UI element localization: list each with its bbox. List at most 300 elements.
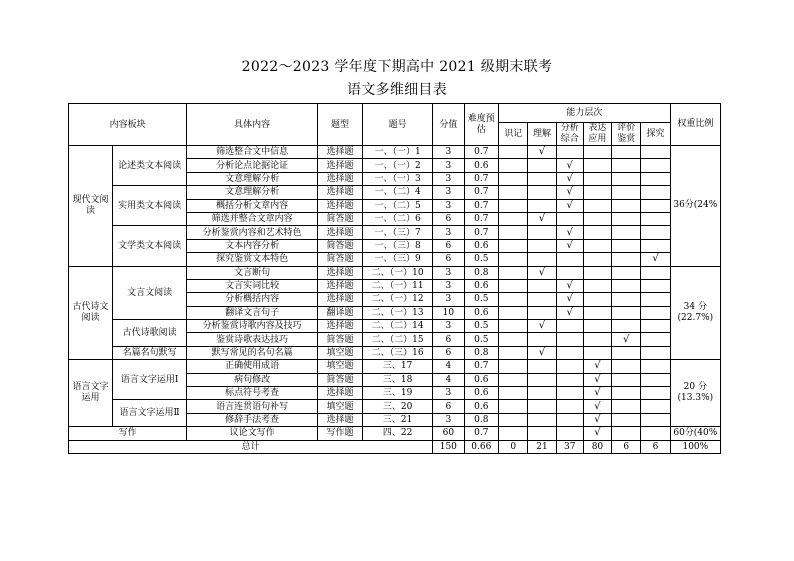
cell-level bbox=[641, 146, 670, 159]
cell-level bbox=[583, 199, 611, 212]
section-modern: 现代文阅读 bbox=[69, 146, 113, 267]
cell-level bbox=[583, 172, 611, 185]
total-difficulty: 0.66 bbox=[464, 440, 499, 453]
cell-level bbox=[641, 320, 670, 333]
cell-level bbox=[583, 159, 611, 172]
weight-writing: 60分(40% bbox=[670, 427, 720, 440]
cell-diff: 0.7 bbox=[464, 146, 499, 159]
cell-num: 二、（三）16 bbox=[363, 346, 433, 359]
cell-content: 分析论点论据论证 bbox=[187, 159, 318, 172]
header-level: 探究 bbox=[641, 123, 670, 146]
cell-level bbox=[499, 226, 528, 239]
check-mark: √ bbox=[538, 213, 546, 225]
header-content: 具体内容 bbox=[187, 104, 318, 146]
cell-level bbox=[612, 212, 641, 225]
cell-type: 写作题 bbox=[318, 427, 363, 440]
cell-level bbox=[641, 226, 670, 239]
cell-level bbox=[556, 427, 583, 440]
cell-type: 简答题 bbox=[318, 253, 363, 266]
cell-type: 选择题 bbox=[318, 226, 363, 239]
table-row bbox=[69, 320, 721, 333]
cell-type: 选择题 bbox=[318, 159, 363, 172]
cell-score: 3 bbox=[433, 413, 464, 426]
cell-diff: 0.7 bbox=[464, 186, 499, 199]
cell-level bbox=[528, 346, 556, 359]
cell-level bbox=[499, 293, 528, 306]
cell-level bbox=[556, 146, 583, 159]
cell-num: 一、（二）5 bbox=[363, 199, 433, 212]
cell-diff: 0.7 bbox=[464, 226, 499, 239]
cell-type: 填空题 bbox=[318, 360, 363, 373]
section-ancient: 古代诗文阅读 bbox=[69, 266, 113, 360]
cell-level bbox=[499, 212, 528, 225]
cell-score: 6 bbox=[433, 253, 464, 266]
page-subtitle: 语文多维细目表 bbox=[346, 82, 448, 98]
cell-type: 选择题 bbox=[318, 413, 363, 426]
cell-level bbox=[641, 159, 670, 172]
header-row bbox=[69, 104, 721, 123]
cell-score: 3 bbox=[433, 293, 464, 306]
header-level: 分析综合 bbox=[556, 123, 583, 146]
cell-level bbox=[528, 373, 556, 386]
check-mark: √ bbox=[538, 146, 546, 158]
table-row bbox=[69, 346, 721, 359]
cell-level bbox=[583, 279, 611, 292]
cell-type: 选择题 bbox=[318, 387, 363, 400]
cell-num: 二、（二）14 bbox=[363, 320, 433, 333]
cell-level bbox=[528, 226, 556, 239]
cell-score: 3 bbox=[433, 387, 464, 400]
cell-level bbox=[583, 333, 611, 346]
cell-content: 文言断句 bbox=[187, 266, 318, 279]
cell-num: 一、（三）8 bbox=[363, 239, 433, 252]
cell-level bbox=[499, 320, 528, 333]
cell-score: 3 bbox=[433, 146, 464, 159]
cell-num: 一、（三）7 bbox=[363, 226, 433, 239]
cell-level bbox=[499, 239, 528, 252]
cell-level bbox=[528, 306, 556, 319]
cell-num: 一、（一）1 bbox=[363, 146, 433, 159]
table-row bbox=[69, 186, 721, 199]
cell-level bbox=[528, 293, 556, 306]
cell-level bbox=[641, 333, 670, 346]
cell-level bbox=[583, 373, 611, 386]
table-row bbox=[69, 360, 721, 373]
cell-content: 议论文写作 bbox=[187, 427, 318, 440]
cell-content: 分析概括内容 bbox=[187, 293, 318, 306]
cell-level bbox=[556, 360, 583, 373]
sub-wenyan: 文言文阅读 bbox=[112, 266, 186, 320]
total-level: 80 bbox=[583, 440, 611, 453]
header-score: 分值 bbox=[433, 104, 464, 146]
cell-score: 3 bbox=[433, 199, 464, 212]
check-mark: √ bbox=[566, 306, 573, 318]
cell-score: 3 bbox=[433, 226, 464, 239]
cell-level bbox=[528, 320, 556, 333]
check-mark: √ bbox=[566, 239, 573, 251]
cell-score: 6 bbox=[433, 400, 464, 413]
cell-level bbox=[528, 279, 556, 292]
cell-level bbox=[612, 400, 641, 413]
cell-level bbox=[499, 159, 528, 172]
cell-level bbox=[499, 266, 528, 279]
cell-diff: 0.6 bbox=[464, 279, 499, 292]
cell-level bbox=[612, 253, 641, 266]
cell-type: 选择题 bbox=[318, 266, 363, 279]
sub-lunshu: 论述类文本阅读 bbox=[112, 146, 186, 186]
cell-type: 填空题 bbox=[318, 400, 363, 413]
cell-level bbox=[499, 199, 528, 212]
cell-score: 10 bbox=[433, 306, 464, 319]
cell-level bbox=[583, 320, 611, 333]
cell-level bbox=[556, 320, 583, 333]
cell-level bbox=[612, 346, 641, 359]
table-row bbox=[69, 427, 721, 440]
check-mark: √ bbox=[652, 253, 659, 265]
cell-type: 简答题 bbox=[318, 373, 363, 386]
cell-content: 语言连贯语句补写 bbox=[187, 400, 318, 413]
total-score: 150 bbox=[433, 440, 464, 453]
header-block: 内容板块 bbox=[69, 104, 187, 146]
check-mark: √ bbox=[594, 414, 601, 425]
cell-level bbox=[528, 333, 556, 346]
cell-level bbox=[528, 387, 556, 400]
cell-content: 正确使用成语 bbox=[187, 360, 318, 373]
cell-num: 二、（一）12 bbox=[363, 293, 433, 306]
cell-level bbox=[556, 253, 583, 266]
check-mark: √ bbox=[594, 400, 601, 412]
cell-diff: 0.6 bbox=[464, 306, 499, 319]
cell-content: 文言实词比较 bbox=[187, 279, 318, 292]
cell-level bbox=[612, 226, 641, 239]
cell-level bbox=[499, 172, 528, 185]
cell-type: 选择题 bbox=[318, 320, 363, 333]
cell-diff: 0.6 bbox=[464, 373, 499, 386]
cell-level bbox=[556, 172, 583, 185]
table-row bbox=[69, 266, 721, 279]
cell-level bbox=[612, 239, 641, 252]
cell-type: 选择题 bbox=[318, 146, 363, 159]
cell-level bbox=[528, 400, 556, 413]
cell-num: 三、21 bbox=[363, 413, 433, 426]
cell-score: 3 bbox=[433, 320, 464, 333]
cell-level bbox=[612, 387, 641, 400]
cell-num: 二、（一）13 bbox=[363, 306, 433, 319]
cell-diff: 0.7 bbox=[464, 172, 499, 185]
header-weight: 权重比例 bbox=[670, 104, 720, 146]
cell-level bbox=[583, 212, 611, 225]
cell-level bbox=[612, 413, 641, 426]
cell-level bbox=[641, 172, 670, 185]
cell-level bbox=[641, 239, 670, 252]
cell-num: 四、22 bbox=[363, 427, 433, 440]
cell-type: 选择题 bbox=[318, 293, 363, 306]
cell-content: 标点符号考查 bbox=[187, 387, 318, 400]
cell-content: 筛选并整合文章内容 bbox=[187, 212, 318, 225]
cell-level bbox=[583, 186, 611, 199]
cell-diff: 0.8 bbox=[464, 413, 499, 426]
cell-level bbox=[528, 212, 556, 225]
cell-diff: 0.5 bbox=[464, 253, 499, 266]
cell-level bbox=[556, 186, 583, 199]
cell-level bbox=[641, 266, 670, 279]
cell-content: 鉴赏诗歌表达技巧 bbox=[187, 333, 318, 346]
cell-level bbox=[499, 306, 528, 319]
cell-level bbox=[499, 279, 528, 292]
total-row bbox=[69, 440, 721, 453]
cell-level bbox=[612, 186, 641, 199]
total-level: 37 bbox=[556, 440, 583, 453]
total-level: 0 bbox=[499, 440, 528, 453]
cell-content: 筛选整合文中信息 bbox=[187, 146, 318, 159]
cell-level bbox=[528, 159, 556, 172]
cell-diff: 0.6 bbox=[464, 400, 499, 413]
cell-content: 分析鉴赏诗歌内容及技巧 bbox=[187, 320, 318, 333]
cell-level bbox=[556, 226, 583, 239]
cell-level bbox=[641, 400, 670, 413]
cell-diff: 0.6 bbox=[464, 239, 499, 252]
cell-level bbox=[583, 400, 611, 413]
cell-content: 文意理解分析 bbox=[187, 172, 318, 185]
cell-score: 6 bbox=[433, 333, 464, 346]
cell-level bbox=[641, 212, 670, 225]
cell-level bbox=[641, 413, 670, 426]
cell-type: 选择题 bbox=[318, 199, 363, 212]
cell-num: 一、（二）4 bbox=[363, 186, 433, 199]
cell-num: 一、（一）3 bbox=[363, 172, 433, 185]
cell-level bbox=[556, 159, 583, 172]
cell-score: 6 bbox=[433, 239, 464, 252]
cell-diff: 0.7 bbox=[464, 212, 499, 225]
cell-num: 一、（三）9 bbox=[363, 253, 433, 266]
weight-ancient: 34 分 (22.7%) bbox=[670, 266, 720, 360]
cell-diff: 0.6 bbox=[464, 159, 499, 172]
cell-level bbox=[499, 346, 528, 359]
cell-content: 文本内容分析 bbox=[187, 239, 318, 252]
cell-level bbox=[641, 427, 670, 440]
cell-type: 填空题 bbox=[318, 346, 363, 359]
cell-level bbox=[641, 186, 670, 199]
cell-level bbox=[583, 239, 611, 252]
cell-level bbox=[499, 333, 528, 346]
sub-wenxue: 文学类文本阅读 bbox=[112, 226, 186, 266]
check-mark: √ bbox=[594, 427, 601, 439]
cell-num: 二、（二）15 bbox=[363, 333, 433, 346]
cell-level bbox=[499, 186, 528, 199]
cell-content: 默写常见的名句名篇 bbox=[187, 346, 318, 359]
check-mark: √ bbox=[594, 387, 601, 399]
cell-diff: 0.7 bbox=[464, 427, 499, 440]
check-mark: √ bbox=[538, 347, 546, 359]
cell-level bbox=[499, 427, 528, 440]
cell-type: 简答题 bbox=[318, 212, 363, 225]
cell-level bbox=[641, 346, 670, 359]
cell-level bbox=[612, 306, 641, 319]
check-mark: √ bbox=[623, 333, 630, 345]
cell-level bbox=[556, 413, 583, 426]
cell-num: 三、17 bbox=[363, 360, 433, 373]
section-writing: 写作 bbox=[69, 427, 187, 440]
cell-type: 选择题 bbox=[318, 279, 363, 292]
section-language: 语言文字运用 bbox=[69, 360, 113, 427]
cell-level bbox=[583, 226, 611, 239]
cell-level bbox=[556, 400, 583, 413]
table-row bbox=[69, 400, 721, 413]
sub-lang1: 语言文字运用Ⅰ bbox=[112, 360, 186, 400]
cell-level bbox=[583, 360, 611, 373]
cell-level bbox=[499, 400, 528, 413]
cell-level bbox=[612, 293, 641, 306]
cell-level bbox=[528, 427, 556, 440]
cell-level bbox=[641, 306, 670, 319]
cell-num: 三、18 bbox=[363, 373, 433, 386]
cell-level bbox=[556, 239, 583, 252]
cell-score: 3 bbox=[433, 172, 464, 185]
header-level: 识记 bbox=[499, 123, 528, 146]
cell-type: 选择题 bbox=[318, 186, 363, 199]
check-mark: √ bbox=[566, 186, 573, 198]
page-title: 2022～2023 学年度下期高中 2021 级期末联考 bbox=[241, 59, 553, 75]
cell-content: 概括分析文章内容 bbox=[187, 199, 318, 212]
cell-num: 三、20 bbox=[363, 400, 433, 413]
check-mark: √ bbox=[594, 360, 601, 372]
cell-level bbox=[556, 266, 583, 279]
cell-score: 6 bbox=[433, 346, 464, 359]
cell-level bbox=[583, 146, 611, 159]
cell-level bbox=[528, 199, 556, 212]
cell-level bbox=[556, 387, 583, 400]
check-mark: √ bbox=[566, 159, 573, 171]
cell-level bbox=[499, 146, 528, 159]
table-row bbox=[69, 146, 721, 159]
total-weight: 100% bbox=[670, 440, 720, 453]
cell-score: 3 bbox=[433, 266, 464, 279]
cell-score: 4 bbox=[433, 373, 464, 386]
check-mark: √ bbox=[566, 226, 573, 238]
cell-level bbox=[583, 253, 611, 266]
check-mark: √ bbox=[566, 199, 573, 211]
header-difficulty: 难度预估 bbox=[464, 104, 499, 146]
cell-level bbox=[528, 146, 556, 159]
cell-level bbox=[499, 373, 528, 386]
cell-type: 简答题 bbox=[318, 333, 363, 346]
cell-diff: 0.7 bbox=[464, 199, 499, 212]
cell-level bbox=[528, 253, 556, 266]
cell-diff: 0.5 bbox=[464, 293, 499, 306]
check-mark: √ bbox=[566, 293, 573, 305]
cell-content: 文意理解分析 bbox=[187, 186, 318, 199]
cell-diff: 0.6 bbox=[464, 387, 499, 400]
header-type: 题型 bbox=[318, 104, 363, 146]
cell-diff: 0.7 bbox=[464, 360, 499, 373]
cell-level bbox=[499, 360, 528, 373]
header-ability: 能力层次 bbox=[499, 104, 671, 123]
cell-level bbox=[641, 253, 670, 266]
cell-score: 3 bbox=[433, 186, 464, 199]
total-level: 6 bbox=[641, 440, 670, 453]
cell-level bbox=[556, 199, 583, 212]
cell-content: 探究鉴赏文本特色 bbox=[187, 253, 318, 266]
cell-level bbox=[556, 306, 583, 319]
cell-level bbox=[583, 306, 611, 319]
cell-level bbox=[499, 413, 528, 426]
check-mark: √ bbox=[566, 280, 573, 292]
cell-diff: 0.8 bbox=[464, 266, 499, 279]
cell-num: 一、（一）2 bbox=[363, 159, 433, 172]
cell-level bbox=[556, 346, 583, 359]
cell-level bbox=[556, 212, 583, 225]
cell-num: 二、（一）11 bbox=[363, 279, 433, 292]
cell-score: 4 bbox=[433, 360, 464, 373]
cell-level bbox=[528, 360, 556, 373]
cell-level bbox=[528, 413, 556, 426]
sub-mingpian: 名篇名句默写 bbox=[112, 346, 186, 359]
cell-level bbox=[556, 373, 583, 386]
cell-level bbox=[612, 159, 641, 172]
sub-lang2: 语言文字运用Ⅱ bbox=[112, 400, 186, 427]
cell-type: 简答题 bbox=[318, 239, 363, 252]
cell-num: 二、（一）10 bbox=[363, 266, 433, 279]
weight-language: 20 分 (13.3%) bbox=[670, 360, 720, 427]
cell-level bbox=[641, 387, 670, 400]
cell-level bbox=[612, 279, 641, 292]
header-level: 理解 bbox=[528, 123, 556, 146]
cell-score: 3 bbox=[433, 279, 464, 292]
total-label: 总计 bbox=[69, 440, 433, 453]
cell-level bbox=[612, 266, 641, 279]
cell-level bbox=[612, 146, 641, 159]
sub-shiyong: 实用类文本阅读 bbox=[112, 186, 186, 226]
cell-level bbox=[583, 346, 611, 359]
total-level: 6 bbox=[612, 440, 641, 453]
cell-diff: 0.8 bbox=[464, 346, 499, 359]
cell-level bbox=[583, 413, 611, 426]
table-row bbox=[69, 226, 721, 239]
cell-level bbox=[583, 427, 611, 440]
cell-content: 修辞手法考查 bbox=[187, 413, 318, 426]
cell-score: 3 bbox=[433, 159, 464, 172]
cell-level bbox=[528, 266, 556, 279]
cell-num: 三、19 bbox=[363, 387, 433, 400]
cell-type: 翻译题 bbox=[318, 306, 363, 319]
check-mark: √ bbox=[538, 266, 546, 278]
cell-level bbox=[583, 293, 611, 306]
cell-diff: 0.5 bbox=[464, 333, 499, 346]
cell-level bbox=[641, 279, 670, 292]
cell-level bbox=[612, 172, 641, 185]
cell-level bbox=[556, 279, 583, 292]
cell-level bbox=[556, 333, 583, 346]
weight-modern: 36分(24% bbox=[670, 146, 720, 267]
spec-table bbox=[68, 103, 721, 454]
cell-level bbox=[641, 373, 670, 386]
cell-type: 选择题 bbox=[318, 172, 363, 185]
cell-num: 一、（二）6 bbox=[363, 212, 433, 225]
header-level: 表达应用 bbox=[583, 123, 611, 146]
cell-content: 病句修改 bbox=[187, 373, 318, 386]
cell-level bbox=[583, 387, 611, 400]
total-level: 21 bbox=[528, 440, 556, 453]
cell-level bbox=[583, 266, 611, 279]
cell-content: 翻译文言句子 bbox=[187, 306, 318, 319]
cell-level bbox=[499, 253, 528, 266]
header-level: 评价鉴赏 bbox=[612, 123, 641, 146]
sub-shige: 古代诗歌阅读 bbox=[112, 320, 186, 347]
cell-level bbox=[612, 373, 641, 386]
check-mark: √ bbox=[566, 172, 573, 184]
cell-content: 分析鉴赏内容和艺术特色 bbox=[187, 226, 318, 239]
header-num: 题号 bbox=[363, 104, 433, 146]
